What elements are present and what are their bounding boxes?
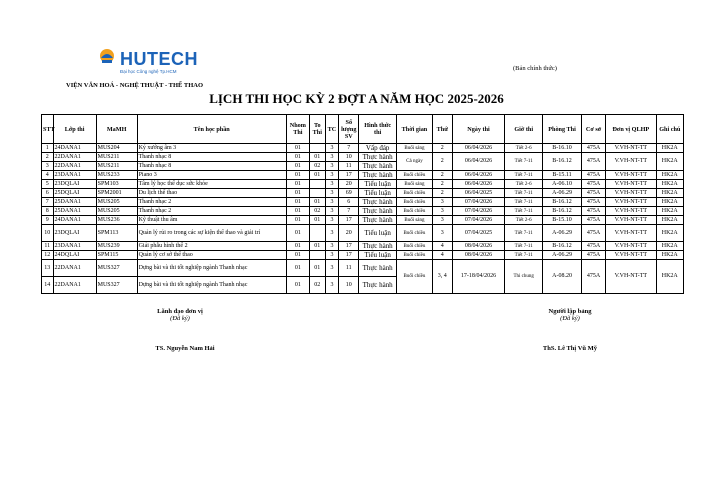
cell-unit: V.VH-NT-TT bbox=[606, 260, 656, 294]
cell-tc: 3 bbox=[325, 198, 339, 207]
cell-tc: 3 bbox=[325, 144, 339, 153]
cell-room: A-06.29 bbox=[543, 251, 582, 260]
cell-code: MUS205 bbox=[96, 207, 137, 216]
cell-group: 01 bbox=[286, 277, 309, 294]
cell-group: 01 bbox=[286, 251, 309, 260]
cell-code: MUS239 bbox=[96, 242, 137, 251]
cell-weekday: 2 bbox=[432, 171, 452, 180]
cell-room: B-16.12 bbox=[543, 153, 582, 171]
cell-unit: V.VH-NT-TT bbox=[606, 153, 656, 171]
cell-count: 6 bbox=[339, 198, 359, 207]
cell-count: 10 bbox=[339, 277, 359, 294]
cell-weekday: 2 bbox=[432, 144, 452, 153]
cell-date: 06/04/2025 bbox=[452, 189, 505, 198]
left-role: Lãnh đạo đơn vị bbox=[157, 308, 203, 315]
cell-cls: 25DQLAI bbox=[53, 189, 96, 198]
cell-weekday: 3, 4 bbox=[432, 260, 452, 294]
cell-tc: 3 bbox=[325, 242, 339, 251]
cell-code: MUS236 bbox=[96, 216, 137, 225]
cell-cls: 23DQLAI bbox=[53, 225, 96, 242]
cell-session: Buổi chiều bbox=[397, 251, 433, 260]
cell-cls: 24DQLAI bbox=[53, 251, 96, 260]
cell-code: SPM2001 bbox=[96, 189, 137, 198]
right-role: Người lập bảng bbox=[548, 308, 592, 315]
cell-date: 07/04/2026 bbox=[452, 198, 505, 207]
cell-room: B-15.10 bbox=[543, 216, 582, 225]
col-campus: Cơ sở bbox=[581, 115, 605, 144]
cell-to: 01 bbox=[309, 153, 325, 162]
cell-to: 02 bbox=[309, 162, 325, 171]
cell-tc: 3 bbox=[325, 216, 339, 225]
cell-course: Quản lý rủi ro trong các sự kiện thể thao và giải trí bbox=[137, 225, 286, 242]
cell-campus: 475A bbox=[581, 198, 605, 207]
cell-to: 02 bbox=[309, 277, 325, 294]
cell-campus: 475A bbox=[581, 180, 605, 189]
cell-room: A-08.20 bbox=[543, 260, 582, 294]
cell-note: HK2A bbox=[656, 225, 683, 242]
cell-unit: V.VH-NT-TT bbox=[606, 171, 656, 180]
col-room: Phòng Thi bbox=[543, 115, 582, 144]
table-row bbox=[42, 260, 684, 277]
cell-campus: 475A bbox=[581, 207, 605, 216]
cell-group: 01 bbox=[286, 189, 309, 198]
cell-code: MUS211 bbox=[96, 162, 137, 171]
cell-unit: V.VH-NT-TT bbox=[606, 189, 656, 198]
right-signer-name: ThS. Lê Thị Vũ Mỹ bbox=[542, 345, 598, 352]
cell-campus: 475A bbox=[581, 171, 605, 180]
cell-date: 06/04/2026 bbox=[452, 180, 505, 189]
cell-session: Buổi chiều bbox=[397, 207, 433, 216]
cell-time: Tiết 7-11 bbox=[505, 153, 543, 171]
cell-code: SPM113 bbox=[96, 225, 137, 242]
cell-to bbox=[309, 180, 325, 189]
cell-cls: 22DANA1 bbox=[53, 260, 96, 277]
cell-group: 01 bbox=[286, 260, 309, 277]
cell-course: Thanh nhạc 2 bbox=[137, 207, 286, 216]
cell-time: Tiết 7-11 bbox=[505, 198, 543, 207]
cell-stt: 9 bbox=[42, 216, 54, 225]
cell-session: Buổi sáng bbox=[397, 180, 433, 189]
cell-group: 01 bbox=[286, 225, 309, 242]
cell-campus: 475A bbox=[581, 242, 605, 251]
cell-time: Tiết 7-11 bbox=[505, 225, 543, 242]
cell-form: Tiểu luận bbox=[359, 251, 397, 260]
cell-count: 11 bbox=[339, 260, 359, 277]
cell-course: Thanh nhạc 8 bbox=[137, 153, 286, 162]
cell-code: SPM103 bbox=[96, 180, 137, 189]
cell-form: Vấp đáp bbox=[359, 144, 397, 153]
cell-stt: 11 bbox=[42, 242, 54, 251]
cell-room: B-16.12 bbox=[543, 242, 582, 251]
cell-count: 17 bbox=[339, 251, 359, 260]
cell-count: 69 bbox=[339, 189, 359, 198]
cell-room: B-15.11 bbox=[543, 171, 582, 180]
cell-date: 07/04/2026 bbox=[452, 216, 505, 225]
right-signer-name-block bbox=[505, 345, 635, 352]
cell-stt: 3 bbox=[42, 162, 54, 171]
table-row bbox=[42, 251, 684, 260]
cell-unit: V.VH-NT-TT bbox=[606, 207, 656, 216]
cell-to bbox=[309, 144, 325, 153]
col-to: To Thi bbox=[309, 115, 325, 144]
table-row bbox=[42, 216, 684, 225]
col-course: Tên học phần bbox=[137, 115, 286, 144]
cell-code: MUS211 bbox=[96, 153, 137, 162]
cell-weekday: 4 bbox=[432, 251, 452, 260]
page-title: LỊCH THI HỌC KỲ 2 ĐỢT A NĂM HỌC 2025-2026 bbox=[209, 91, 504, 106]
cell-tc: 3 bbox=[325, 207, 339, 216]
cell-room: B-16.12 bbox=[543, 198, 582, 207]
cell-time: Tiết 7-11 bbox=[505, 251, 543, 260]
cell-session: Buổi chiều bbox=[397, 198, 433, 207]
cell-date: 06/04/2026 bbox=[452, 153, 505, 171]
cell-code: SPM115 bbox=[96, 251, 137, 260]
cell-note: HK2A bbox=[656, 189, 683, 198]
cell-form: Thực hành bbox=[359, 153, 397, 162]
cell-code: MUS327 bbox=[96, 260, 137, 277]
cell-note: HK2A bbox=[656, 153, 683, 171]
col-form: Hình thức thi bbox=[359, 115, 397, 144]
cell-weekday: 3 bbox=[432, 198, 452, 207]
cell-count: 17 bbox=[339, 216, 359, 225]
cell-weekday: 3 bbox=[432, 225, 452, 242]
cell-cls: 24DANA1 bbox=[53, 216, 96, 225]
cell-group: 01 bbox=[286, 207, 309, 216]
cell-note: HK2A bbox=[656, 251, 683, 260]
cell-course: Giải phẫu hình thể 2 bbox=[137, 242, 286, 251]
cell-course: Ký xướng âm 3 bbox=[137, 144, 286, 153]
cell-group: 01 bbox=[286, 198, 309, 207]
col-count: Số lượng SV bbox=[339, 115, 359, 144]
cell-room: A-06.10 bbox=[543, 180, 582, 189]
cell-form: Thực hành bbox=[359, 216, 397, 225]
cell-course: Thanh nhạc 8 bbox=[137, 162, 286, 171]
cell-campus: 475A bbox=[581, 153, 605, 171]
cell-session: Buổi sáng bbox=[397, 216, 433, 225]
cell-to: 01 bbox=[309, 260, 325, 277]
cell-tc: 3 bbox=[325, 251, 339, 260]
cell-campus: 475A bbox=[581, 251, 605, 260]
cell-tc: 3 bbox=[325, 180, 339, 189]
table-row bbox=[42, 153, 684, 162]
cell-count: 20 bbox=[339, 180, 359, 189]
cell-form: Thực hành bbox=[359, 198, 397, 207]
cell-stt: 1 bbox=[42, 144, 54, 153]
cell-campus: 475A bbox=[581, 144, 605, 153]
cell-date: 08/04/2026 bbox=[452, 251, 505, 260]
cell-note: HK2A bbox=[656, 260, 683, 294]
cell-to bbox=[309, 225, 325, 242]
cell-note: HK2A bbox=[656, 216, 683, 225]
table-row bbox=[42, 242, 684, 251]
cell-weekday: 2 bbox=[432, 153, 452, 171]
cell-to: 02 bbox=[309, 207, 325, 216]
cell-note: HK2A bbox=[656, 198, 683, 207]
cell-course: Thanh nhạc 2 bbox=[137, 198, 286, 207]
cell-course: Kỹ thuật thu âm bbox=[137, 216, 286, 225]
cell-count: 20 bbox=[339, 225, 359, 242]
cell-session: Buổi chiều bbox=[397, 171, 433, 180]
cell-stt: 13 bbox=[42, 260, 54, 277]
cell-to bbox=[309, 189, 325, 198]
cell-tc: 3 bbox=[325, 171, 339, 180]
cell-cls: 23DANA1 bbox=[53, 171, 96, 180]
cell-cls: 22DANA1 bbox=[53, 162, 96, 171]
table-row bbox=[42, 189, 684, 198]
cell-count: 17 bbox=[339, 242, 359, 251]
cell-time: Tiết 7-11 bbox=[505, 171, 543, 180]
cell-stt: 2 bbox=[42, 153, 54, 162]
version-note: (Bản chính thức) bbox=[513, 65, 557, 72]
left-signed-note: (Đã ký) bbox=[170, 315, 190, 322]
cell-session: Buổi chiều bbox=[397, 225, 433, 242]
cell-room: A-06.29 bbox=[543, 225, 582, 242]
cell-cls: 23DQLAI bbox=[53, 180, 96, 189]
cell-unit: V.VH-NT-TT bbox=[606, 198, 656, 207]
col-note: Ghi chú bbox=[656, 115, 683, 144]
cell-to: 01 bbox=[309, 198, 325, 207]
cell-cls: 24DANA1 bbox=[53, 144, 96, 153]
cell-cls: 23DANA1 bbox=[53, 242, 96, 251]
cell-weekday: 3 bbox=[432, 216, 452, 225]
cell-session: Buổi chiều bbox=[397, 189, 433, 198]
cell-count: 17 bbox=[339, 171, 359, 180]
cell-note: HK2A bbox=[656, 180, 683, 189]
cell-weekday: 2 bbox=[432, 180, 452, 189]
cell-cls: 25DANA1 bbox=[53, 207, 96, 216]
cell-session: Buổi chiều bbox=[397, 242, 433, 251]
cell-room: B-16.12 bbox=[543, 207, 582, 216]
col-date: Ngày thi bbox=[452, 115, 505, 144]
cell-session: Buổi sáng bbox=[397, 144, 433, 153]
cell-room: B-16.10 bbox=[543, 144, 582, 153]
cell-stt: 8 bbox=[42, 207, 54, 216]
cell-date: 08/04/2026 bbox=[452, 242, 505, 251]
cell-campus: 475A bbox=[581, 216, 605, 225]
cell-cls: 22DANA1 bbox=[53, 277, 96, 294]
cell-form: Tiểu luận bbox=[359, 225, 397, 242]
right-signed-note: (Đã ký) bbox=[560, 315, 580, 322]
col-class: Lớp thi bbox=[53, 115, 96, 144]
cell-campus: 475A bbox=[581, 189, 605, 198]
cell-unit: V.VH-NT-TT bbox=[606, 216, 656, 225]
left-signature-block bbox=[120, 308, 240, 322]
cell-date: 06/04/2026 bbox=[452, 144, 505, 153]
col-tc: TC bbox=[325, 115, 339, 144]
cell-form: Tiểu luận bbox=[359, 180, 397, 189]
left-signer-name-block bbox=[120, 345, 250, 352]
cell-time: Thi chung bbox=[505, 260, 543, 294]
cell-to bbox=[309, 251, 325, 260]
cell-form: Thực hành bbox=[359, 171, 397, 180]
cell-course: Du lịch thể thao bbox=[137, 189, 286, 198]
cell-cls: 25DANA1 bbox=[53, 198, 96, 207]
cell-weekday: 2 bbox=[432, 189, 452, 198]
cell-course: Tâm lý học thể dục sức khỏe bbox=[137, 180, 286, 189]
cell-count: 7 bbox=[339, 144, 359, 153]
cell-date: 17-18/04/2026 bbox=[452, 260, 505, 294]
cell-group: 01 bbox=[286, 180, 309, 189]
cell-unit: V.VH-NT-TT bbox=[606, 242, 656, 251]
col-session: Thời gian bbox=[397, 115, 433, 144]
cell-stt: 4 bbox=[42, 171, 54, 180]
cell-course: Dựng bài và thi tốt nghiệp ngành Thanh nhạc bbox=[137, 277, 286, 294]
cell-form: Thực hành bbox=[359, 242, 397, 251]
cell-time: Tiết 2-6 bbox=[505, 216, 543, 225]
cell-date: 07/04/2025 bbox=[452, 225, 505, 242]
cell-weekday: 3 bbox=[432, 207, 452, 216]
cell-time: Tiết 2-6 bbox=[505, 180, 543, 189]
cell-form: Thực hành bbox=[359, 277, 397, 294]
table-row bbox=[42, 198, 684, 207]
cell-count: 11 bbox=[339, 162, 359, 171]
table-row bbox=[42, 171, 684, 180]
col-stt: STT bbox=[42, 115, 54, 144]
cell-code: MUS327 bbox=[96, 277, 137, 294]
cell-form: Thực hành bbox=[359, 260, 397, 277]
cell-form: Thực hành bbox=[359, 207, 397, 216]
table-header-row bbox=[42, 115, 684, 144]
cell-time: Tiết 7-11 bbox=[505, 189, 543, 198]
brand-name: HUTECH bbox=[120, 49, 198, 69]
cell-tc: 3 bbox=[325, 260, 339, 277]
cell-stt: 6 bbox=[42, 189, 54, 198]
cell-count: 7 bbox=[339, 207, 359, 216]
cell-note: HK2A bbox=[656, 207, 683, 216]
col-code: MaMH bbox=[96, 115, 137, 144]
cell-group: 01 bbox=[286, 216, 309, 225]
cell-unit: V.VH-NT-TT bbox=[606, 251, 656, 260]
col-weekday: Thứ bbox=[432, 115, 452, 144]
cell-time: Tiết 2-6 bbox=[505, 144, 543, 153]
cell-room: A-06.29 bbox=[543, 189, 582, 198]
right-signature-block bbox=[515, 308, 625, 322]
cell-course: Piano 3 bbox=[137, 171, 286, 180]
cell-code: MUS233 bbox=[96, 171, 137, 180]
cell-date: 07/04/2026 bbox=[452, 207, 505, 216]
cell-date: 06/04/2026 bbox=[452, 171, 505, 180]
table-row bbox=[42, 144, 684, 153]
cell-tc: 3 bbox=[325, 153, 339, 162]
cell-campus: 475A bbox=[581, 260, 605, 294]
exam-schedule-table bbox=[41, 114, 684, 294]
brand-tagline: Đại học Công nghệ Tp.HCM bbox=[120, 69, 177, 74]
col-unit: Đơn vị QLHP bbox=[606, 115, 656, 144]
cell-time: Tiết 7-11 bbox=[505, 207, 543, 216]
left-signer-name: TS. Nguyễn Nam Hải bbox=[155, 345, 215, 352]
cell-cls: 22DANA1 bbox=[53, 153, 96, 162]
cell-stt: 5 bbox=[42, 180, 54, 189]
cell-course: Dựng bài và thi tốt nghiệp ngành Thanh nhạc bbox=[137, 260, 286, 277]
cell-stt: 14 bbox=[42, 277, 54, 294]
cell-form: Tiểu luận bbox=[359, 189, 397, 198]
cell-stt: 12 bbox=[42, 251, 54, 260]
cell-weekday: 4 bbox=[432, 242, 452, 251]
cell-code: MUS205 bbox=[96, 198, 137, 207]
cell-tc: 3 bbox=[325, 277, 339, 294]
cell-unit: V.VH-NT-TT bbox=[606, 180, 656, 189]
cell-stt: 7 bbox=[42, 198, 54, 207]
cell-campus: 475A bbox=[581, 225, 605, 242]
cell-group: 01 bbox=[286, 144, 309, 153]
cell-to: 01 bbox=[309, 171, 325, 180]
cell-course: Quản lý cơ sở thể thao bbox=[137, 251, 286, 260]
table-row bbox=[42, 207, 684, 216]
col-time: Giờ thi bbox=[505, 115, 543, 144]
cell-code: MUS204 bbox=[96, 144, 137, 153]
cell-tc: 3 bbox=[325, 162, 339, 171]
cell-tc: 3 bbox=[325, 189, 339, 198]
table-row bbox=[42, 180, 684, 189]
cell-time: Tiết 7-11 bbox=[505, 242, 543, 251]
cell-unit: V.VH-NT-TT bbox=[606, 225, 656, 242]
cell-group: 01 bbox=[286, 153, 309, 162]
cell-form: Thực hành bbox=[359, 162, 397, 171]
institute-name: VIỆN VĂN HOÁ - NGHỆ THUẬT - THỂ THAO bbox=[66, 82, 204, 89]
cell-group: 01 bbox=[286, 162, 309, 171]
cell-group: 01 bbox=[286, 242, 309, 251]
cell-session: Cả ngày bbox=[397, 153, 433, 171]
col-group: Nhom Thi bbox=[286, 115, 309, 144]
cell-unit: V.VH-NT-TT bbox=[606, 144, 656, 153]
cell-stt: 10 bbox=[42, 225, 54, 242]
cell-note: HK2A bbox=[656, 242, 683, 251]
table-row bbox=[42, 225, 684, 242]
cell-session: Buổi chiều bbox=[397, 260, 433, 294]
cell-to: 01 bbox=[309, 242, 325, 251]
cell-group: 01 bbox=[286, 171, 309, 180]
cell-count: 10 bbox=[339, 153, 359, 162]
cell-tc: 3 bbox=[325, 225, 339, 242]
cell-note: HK2A bbox=[656, 171, 683, 180]
cell-note: HK2A bbox=[656, 144, 683, 153]
cell-to: 01 bbox=[309, 216, 325, 225]
